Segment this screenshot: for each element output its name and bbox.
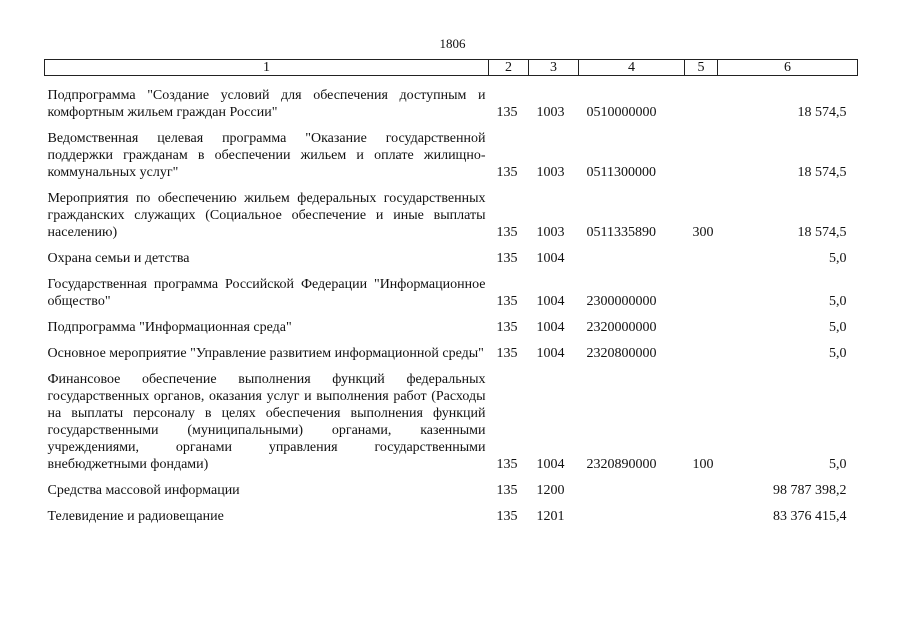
row-col-3: 1200 bbox=[536, 483, 565, 498]
row-col-2: 135 bbox=[496, 251, 518, 266]
table-row bbox=[45, 310, 858, 336]
table-row bbox=[45, 241, 858, 267]
header-col-4: 4 bbox=[579, 60, 685, 76]
row-col-3: 1004 bbox=[536, 457, 565, 472]
row-col-6: 83 376 415,4 bbox=[773, 509, 847, 524]
row-col-2: 135 bbox=[496, 346, 518, 361]
row-name: Финансовое обеспечение выполнения функций федеральных государственных органов, оказания услуг и выполнения работ (Расходы на выплаты персоналу в целях обеспечения выполнения функций государственными (муниципальными) органами, казенными учреждениями, органами управления государственными внебюджетными фондами) bbox=[47, 372, 486, 472]
row-col-4: 2320800000 bbox=[586, 346, 657, 361]
row-name: Основное мероприятие "Управление развитием информационной среды" bbox=[47, 346, 484, 361]
row-col-5 bbox=[685, 336, 718, 362]
table-row bbox=[45, 267, 858, 310]
row-col-4: 0511300000 bbox=[586, 165, 656, 180]
row-col-6: 18 574,5 bbox=[797, 165, 847, 180]
row-col-6: 5,0 bbox=[829, 294, 847, 309]
row-col-2: 135 bbox=[496, 509, 518, 524]
row-name: Охрана семьи и детства bbox=[47, 251, 190, 266]
row-col-6: 5,0 bbox=[829, 251, 847, 266]
row-col-2: 135 bbox=[496, 105, 518, 120]
row-col-6: 18 574,5 bbox=[797, 225, 847, 240]
row-col-4 bbox=[579, 499, 685, 525]
row-name: Ведомственная целевая программа "Оказание государственной поддержки гражданам в обеспечении жильем и оплате жилищно-коммунальных услуг" bbox=[47, 131, 486, 180]
row-name: Средства массовой информации bbox=[47, 483, 240, 498]
row-col-4 bbox=[579, 473, 685, 499]
row-col-6: 5,0 bbox=[829, 320, 847, 335]
table-row bbox=[45, 499, 858, 525]
table-header-row bbox=[45, 60, 858, 76]
row-col-4: 2320890000 bbox=[586, 457, 657, 472]
row-col-3: 1201 bbox=[536, 509, 565, 524]
row-col-3: 1004 bbox=[536, 294, 565, 309]
row-col-2: 135 bbox=[496, 165, 518, 180]
row-col-5 bbox=[685, 499, 718, 525]
row-col-2: 135 bbox=[496, 294, 518, 309]
row-col-4: 2300000000 bbox=[586, 294, 657, 309]
row-col-3: 1004 bbox=[536, 320, 565, 335]
row-col-2: 135 bbox=[496, 483, 518, 498]
row-col-3: 1004 bbox=[536, 251, 565, 266]
row-col-5 bbox=[685, 473, 718, 499]
row-col-2: 135 bbox=[496, 225, 518, 240]
budget-table bbox=[44, 59, 858, 525]
row-col-6: 5,0 bbox=[829, 457, 847, 472]
row-name: Мероприятия по обеспечению жильем федеральных государственных гражданских служащих (Социальное обеспечение и иные выплаты населению) bbox=[47, 191, 486, 240]
row-name: Государственная программа Российской Федерации "Информационное общество" bbox=[47, 277, 486, 309]
row-col-6: 98 787 398,2 bbox=[773, 483, 847, 498]
header-col-1: 1 bbox=[45, 60, 489, 76]
row-col-2: 135 bbox=[496, 457, 518, 472]
row-col-3: 1003 bbox=[536, 105, 565, 120]
row-col-5 bbox=[685, 76, 718, 122]
row-col-3: 1004 bbox=[536, 346, 565, 361]
row-name: Подпрограмма "Создание условий для обеспечения доступным и комфортным жильем граждан России" bbox=[47, 88, 486, 120]
page-number: 1806 bbox=[439, 36, 466, 51]
row-col-5 bbox=[685, 267, 718, 310]
row-col-5 bbox=[685, 121, 718, 181]
row-col-3: 1003 bbox=[536, 165, 565, 180]
header-col-5: 5 bbox=[685, 60, 718, 76]
table-row bbox=[45, 181, 858, 241]
row-name: Подпрограмма "Информационная среда" bbox=[47, 320, 292, 335]
row-col-6: 5,0 bbox=[829, 346, 847, 361]
row-col-4: 0510000000 bbox=[586, 105, 657, 120]
row-col-5 bbox=[685, 241, 718, 267]
header-col-2: 2 bbox=[489, 60, 529, 76]
table-row bbox=[45, 336, 858, 362]
row-col-5: 300 bbox=[692, 225, 714, 240]
header-col-3: 3 bbox=[529, 60, 579, 76]
table-row bbox=[45, 121, 858, 181]
table-row bbox=[45, 362, 858, 473]
header-col-6: 6 bbox=[718, 60, 858, 76]
row-col-4: 0511335890 bbox=[586, 225, 656, 240]
row-col-6: 18 574,5 bbox=[797, 105, 847, 120]
row-col-5: 100 bbox=[692, 457, 714, 472]
row-col-4 bbox=[579, 241, 685, 267]
row-col-2: 135 bbox=[496, 320, 518, 335]
row-col-4: 2320000000 bbox=[586, 320, 657, 335]
row-col-5 bbox=[685, 310, 718, 336]
table-row bbox=[45, 76, 858, 122]
row-col-3: 1003 bbox=[536, 225, 565, 240]
row-name: Телевидение и радиовещание bbox=[47, 509, 224, 524]
table-row bbox=[45, 473, 858, 499]
